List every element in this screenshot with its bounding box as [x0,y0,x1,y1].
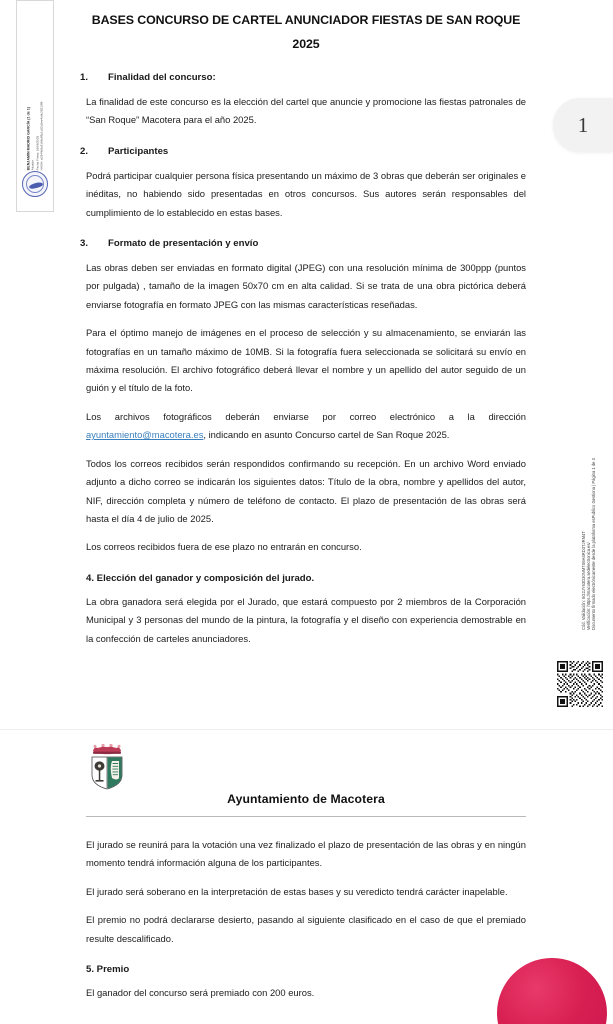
section-label-1: Finalidad del concurso: [108,72,216,83]
page-2-content [86,826,526,1002]
signer-role: Alcalde [31,160,36,171]
official-seal-icon [22,171,48,197]
signature-hash: HASH: a0344b3c9166c85c1c52c5ee4e9c2521/88 [39,101,44,171]
email-link[interactable]: ayuntamiento@macotera.es [86,429,204,441]
signer-name: BENJAMIN MADRID GARCÍA (1 de 1) [26,106,31,171]
page-1-content [80,0,526,648]
section-number-3: 3. [80,238,89,250]
page-number-badge [553,98,613,152]
section-heading-4: 4. Elección del ganador y composición del jurado. [86,572,315,584]
paragraph-2: Podrá participar cualquier persona física presentando un máximo de 3 obras que deberán ser originales e inéditas, no habiendo sido presentadas en otros concursos. Sus autores serán responsables del cumplimiento de lo establecido en estas bases. [86,169,526,218]
page2-paragraph-4: El ganador del concurso será premiado con 200 euros. [86,987,315,999]
platform-footer: Documento firmado electrónicamente desde la plataforma esPublico Gestiona | Página 1 de 3 [591,458,597,630]
organization-title: Ayuntamiento de Macotera [227,792,385,806]
qr-code-icon [557,661,603,707]
section-number-2: 2. [80,145,89,157]
verification-margin [581,398,601,630]
paragraph-6: Todos los correos recibidos serán respondidos confirmando su recepción. En un archivo Word enviado adjunto a dicho correo se indicarán los siguientes datos: Título de la obra, nombre y apellidos del autor, NIF, dirección completa y número de teléfono de contacto. El plazo de presentación de las obras será hasta el día 4 de julio de 2025. [86,457,526,524]
paragraph-8: La obra ganadora será elegida por el Jurado, que estará compuesto por 2 miembros de la Corporación Municipal y 3 personas del mundo de la pintura, la fotografía y el diseño con experiencia demostrable en la confección de carteles anunciadores. [86,595,526,644]
page2-paragraph-3: El premio no podrá declararse desierto, pasando al siguiente clasificado en el caso de que el premiado resulte descalificado. [86,914,526,944]
signature-text-block [27,20,44,170]
section-label-3: Formato de presentación y envío [108,238,259,250]
paragraph-5-prefix: Los archivos fotográficos deberán enviarse por correo electrónico a la dirección [86,410,526,422]
section-heading-2 [80,145,526,157]
page-number-label: 1 [577,112,589,137]
paragraph-5 [86,408,526,445]
section-heading-5: 5. Premio [86,964,130,976]
page2-paragraph-1: El jurado se reunirá para la votación una vez finalizado el plazo de presentación de las obras y en ningún momento tendrá información alguna de los participantes. [86,839,526,869]
section-number-1: 1. [80,72,89,83]
document-page-2 [0,730,613,1024]
document-title: BASES CONCURSO DE CARTEL ANUNCIADOR FIESTAS DE SAN ROQUE 2025 [91,13,521,51]
section-label-2: Participantes [108,145,169,157]
signature-margin-strip [16,0,54,212]
validation-code: Cód. Validación: 6G2JY63D30NM7S6H4RD3TJRM4T [581,531,586,630]
section-heading-1 [80,72,526,83]
paragraph-3: Las obras deben ser enviadas en formato digital (JPEG) con una resolución mínima de 300ppp (puntos por pulgada) , tamaño de la imagen 50x70 cm en alta calidad. Si se trata de una obra pictórica deberá enviarse fotografía en formato JPEG con las mismas características reseñadas. [86,262,526,310]
section-heading-3 [80,238,526,250]
macotera-coat-of-arms-icon [88,744,126,790]
signature-date: Fecha Firma: 16/06/2025 [35,135,40,171]
verification-url: Verificación: https://macotera.sedelectronica.es/ [586,542,592,630]
paragraph-7: Los correos recibidos fuera de ese plazo no entrarán en concurso. [86,541,362,553]
paragraph-4: Para el óptimo manejo de imágenes en el proceso de selección y su almacenamiento, se enviarán las fotografías en un tamaño máximo de 10MB. Si la fotografía fuera seleccionada se solicitará su envío en máxima resolución. El archivo fotográfico deberá llevar el nombre y un apellido del autor seguido de un guión y el título de la foto. [86,327,526,394]
paragraph-5-suffix: , indicando en asunto Concurso cartel de San Roque 2025. [203,429,450,441]
page2-paragraph-2: El jurado será soberano en la interpretación de estas bases y su veredicto tendrá carácter inapelable. [86,885,508,897]
paragraph-1: La finalidad de este concurso es la elección del cartel que anuncie y promocione las fiestas patronales de “San Roque” Macotera para el año 2025. [86,96,526,126]
verification-text-block [581,398,597,630]
header-divider [86,816,526,817]
